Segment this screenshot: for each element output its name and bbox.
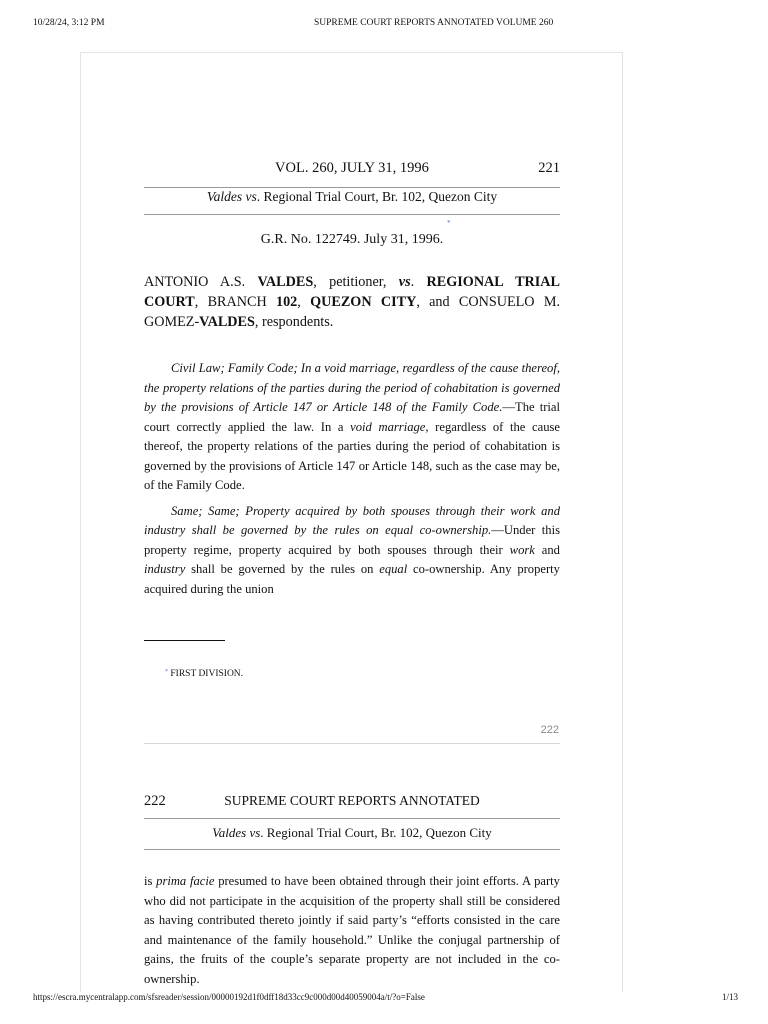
document-page [80, 52, 623, 992]
header-rule-top-222 [144, 818, 560, 819]
page-number-221: 221 [538, 160, 560, 176]
print-document-title: SUPREME COURT REPORTS ANNOTATED VOLUME 260 [314, 18, 554, 28]
footnote-first-division: * FIRST DIVISION. [165, 669, 244, 679]
syllabus-paragraph-1: Civil Law; Family Code; In a void marriage, regardless of the cause thereof, the property relations of the parties during the period of cohabitation is governed by the provisions of Article 147 or Article 148 of the Family Code.—The trial court correctly applied the law. In a void marriage, regardless of the cause thereof, the property relations of the parties during the period of cohabitation is governed by the provisions of Article 147 or Article 148, such as the case may be, of the Family Code. [144, 361, 560, 492]
running-head-221 [144, 160, 560, 178]
gr-number: G.R. No. 122749. July 31, 1996. [260, 232, 444, 247]
volume-date-heading: VOL. 260, JULY 31, 1996 [275, 160, 429, 176]
running-head-222 [144, 793, 560, 811]
reporter-heading: SUPREME COURT REPORTS ANNOTATED [224, 793, 480, 808]
case-subtitle-222: Valdes vs. Regional Trial Court, Br. 102, Quezon City [212, 825, 492, 840]
footnote-separator [144, 640, 225, 641]
header-rule-top [144, 187, 560, 188]
page-number-222: 222 [144, 793, 166, 809]
header-rule-bottom-222 [144, 849, 560, 850]
print-timestamp: 10/28/24, 3:12 PM [33, 18, 105, 28]
syllabus-paragraph-2: Same; Same; Property acquired by both spouses through their work and industry shall be governed by the rules on equal co-ownership.—Under this property regime, property acquired by both spouses through their work and industry shall be governed by the rules on equal co-ownership. Any property acquired during the union [144, 503, 560, 596]
print-header [0, 18, 768, 32]
print-footer [0, 992, 768, 1006]
syllabus [144, 359, 560, 599]
page-break-rule [144, 743, 560, 744]
print-url[interactable]: https://escra.mycentralapp.com/sfsreader/session/00000192d1f0dff18d33cc9c000d00d40059004a/t/?o=False [33, 992, 425, 1002]
footnote-reference-mark[interactable]: * [447, 219, 451, 227]
case-parties: ANTONIO A.S. VALDES, petitioner, vs. REGIONAL TRIAL COURT, BRANCH 102, QUEZON CITY, and CONSUELO M. GOMEZ-VALDES, respondents. [144, 274, 561, 330]
header-rule-bottom [144, 214, 560, 215]
case-subtitle-221: Valdes vs. Regional Trial Court, Br. 102, Quezon City [206, 189, 498, 204]
decision-body-text: is prima facie presumed to have been obtained through their joint efforts. A party who did not participate in the acquisition of the property shall still be considered as having contributed thereto jointly if said party’s “efforts consisted in the care and maintenance of the family household.” Unlike the conjugal partnership of gains, the fruits of the couple’s separate property are not included in the co-ownership. [144, 874, 560, 986]
page-break-marker: 222 [540, 724, 559, 736]
print-page-count: 1/13 [721, 992, 738, 1002]
